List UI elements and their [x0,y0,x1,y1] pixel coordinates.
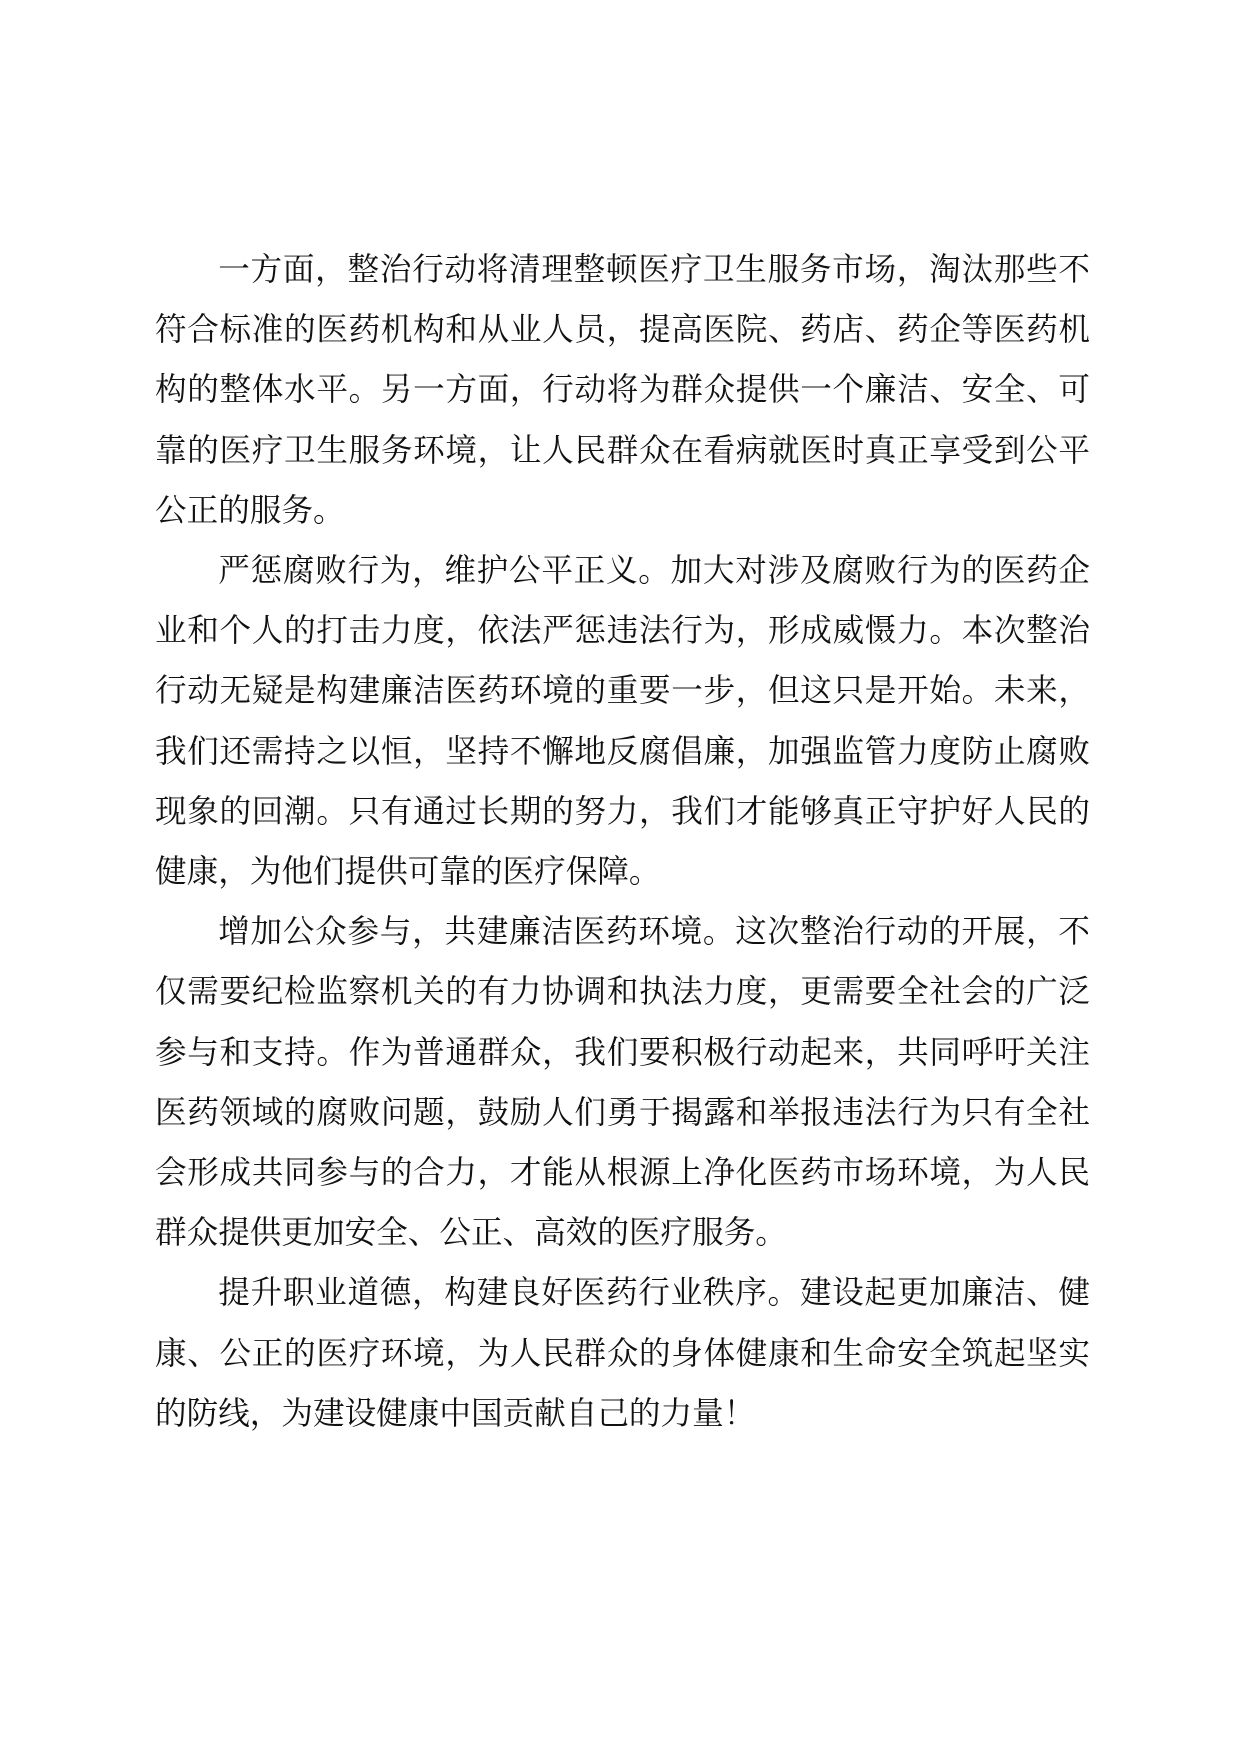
paragraph-2: 严惩腐败行为，维护公平正义。加大对涉及腐败行为的医药企业和个人的打击力度，依法严惩违法行为，形成威慑力。本次整治行动无疑是构建廉洁医药环境的重要一步，但这只是开始。未来，我们还需持之以恒，坚持不懈地反腐倡廉，加强监管力度防止腐败现象的回潮。只有通过长期的努力，我们才能够真正守护好人民的健康，为他们提供可靠的医疗保障。 [155,553,1090,891]
paragraph-3: 增加公众参与，共建廉洁医药环境。这次整治行动的开展，不仅需要纪检监察机关的有力协调和执法力度，更需要全社会的广泛参与和支持。作为普通群众，我们要积极行动起来，共同呼吁关注医药领域的腐败问题，鼓励人们勇于揭露和举报违法行为只有全社会形成共同参与的合力，才能从根源上净化医药市场环境，为人民群众提供更加安全、公正、高效的医疗服务。 [155,914,1090,1252]
paragraph-4: 提升职业道德，构建良好医药行业秩序。建设起更加廉洁、健康、公正的医疗环境，为人民群众的身体健康和生命安全筑起坚实的防线，为建设健康中国贡献自己的力量！ [155,1275,1090,1432]
document-body [155,240,1090,1444]
paragraph-1: 一方面，整治行动将清理整顿医疗卫生服务市场，淘汰那些不符合标准的医药机构和从业人员，提高医院、药店、药企等医药机构的整体水平。另一方面，行动将为群众提供一个廉洁、安全、可靠的医疗卫生服务环境，让人民群众在看病就医时真正享受到公平公正的服务。 [155,252,1090,529]
